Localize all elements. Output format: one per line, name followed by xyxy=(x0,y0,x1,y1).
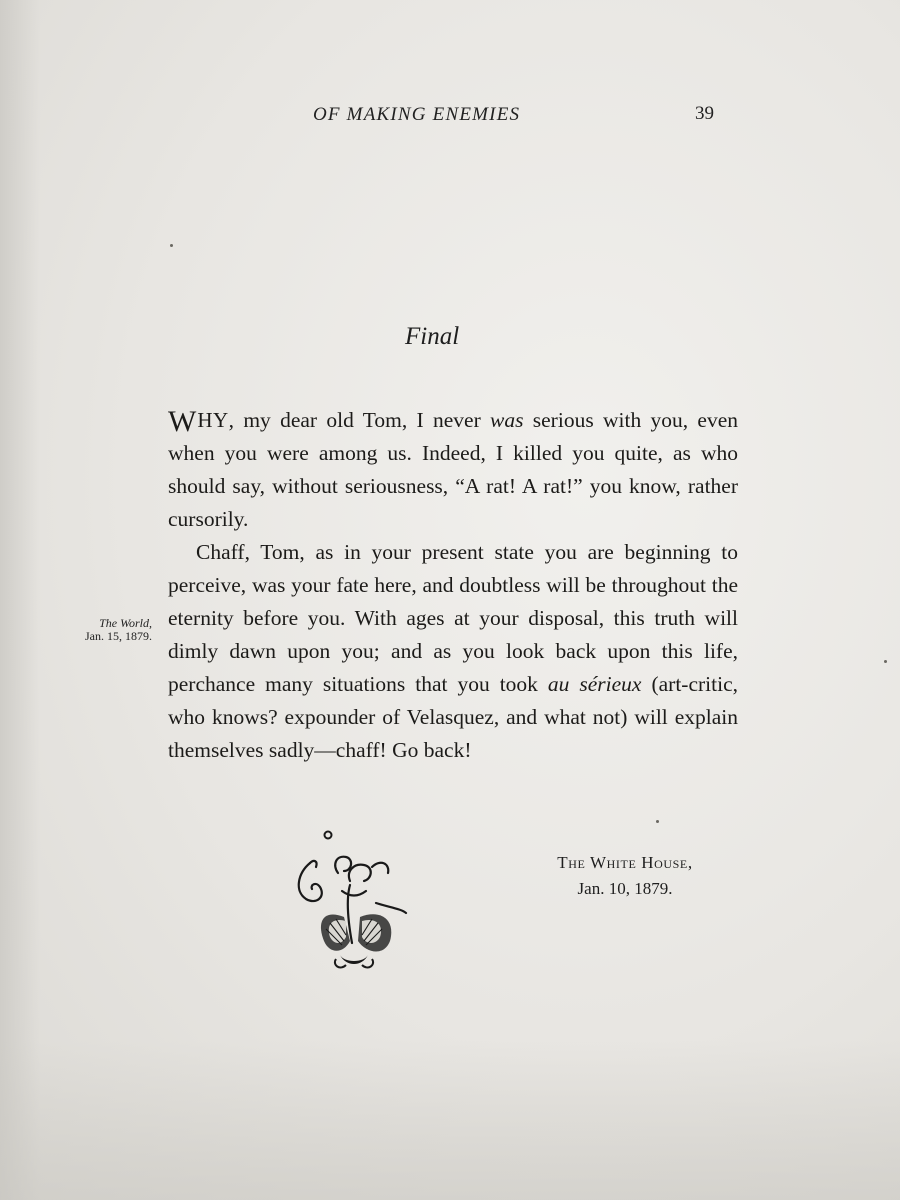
paragraph-1-italic: was xyxy=(490,408,524,432)
running-head: OF MAKING ENEMIES xyxy=(313,104,521,125)
marginal-note-source: The World, xyxy=(99,616,152,630)
signature-date: Jan. 10, 1879. xyxy=(577,879,673,898)
opening-caps: HY xyxy=(197,408,229,432)
paragraph-2-text-b: (art-critic, who knows? expounder of Velasquez, and what not) will explain themselves sadly—chaff! Go back! xyxy=(168,672,738,762)
paper-speck xyxy=(656,820,659,823)
gutter-shadow xyxy=(0,0,40,1200)
page-shading xyxy=(0,1040,900,1200)
signature-block xyxy=(500,850,750,902)
paragraph-2 xyxy=(168,536,738,767)
paragraph-1-text-b: serious with you, even when you were among us. Indeed, I killed you quite, as who should say, without seriousness, “A rat! A rat!” you know, rather cursorily. xyxy=(168,408,738,531)
paragraph-1 xyxy=(168,404,738,536)
section-title: Final xyxy=(405,323,460,350)
paper-speck xyxy=(170,244,173,247)
signature-place: The White House, xyxy=(557,853,693,872)
paper-speck xyxy=(884,660,887,663)
drop-cap: W xyxy=(168,405,197,438)
paragraph-2-text-a: Chaff, Tom, as in your present state you are beginning to perceive, was your fate here, and doubtless will be throughout the eternity before you. With ages at your disposal, this truth will dimly dawn upon you; and as you look back upon this life, perchance many situations that you took xyxy=(168,540,738,696)
paragraph-1-text-a: , my dear old Tom, I never xyxy=(228,408,491,432)
page-number: 39 xyxy=(695,103,714,124)
body-text xyxy=(168,404,738,767)
butterfly-monogram-icon xyxy=(280,825,420,990)
marginal-note-date: Jan. 15, 1879. xyxy=(85,629,152,643)
marginal-note xyxy=(70,617,152,643)
paragraph-2-italic: au sérieux xyxy=(547,672,642,696)
